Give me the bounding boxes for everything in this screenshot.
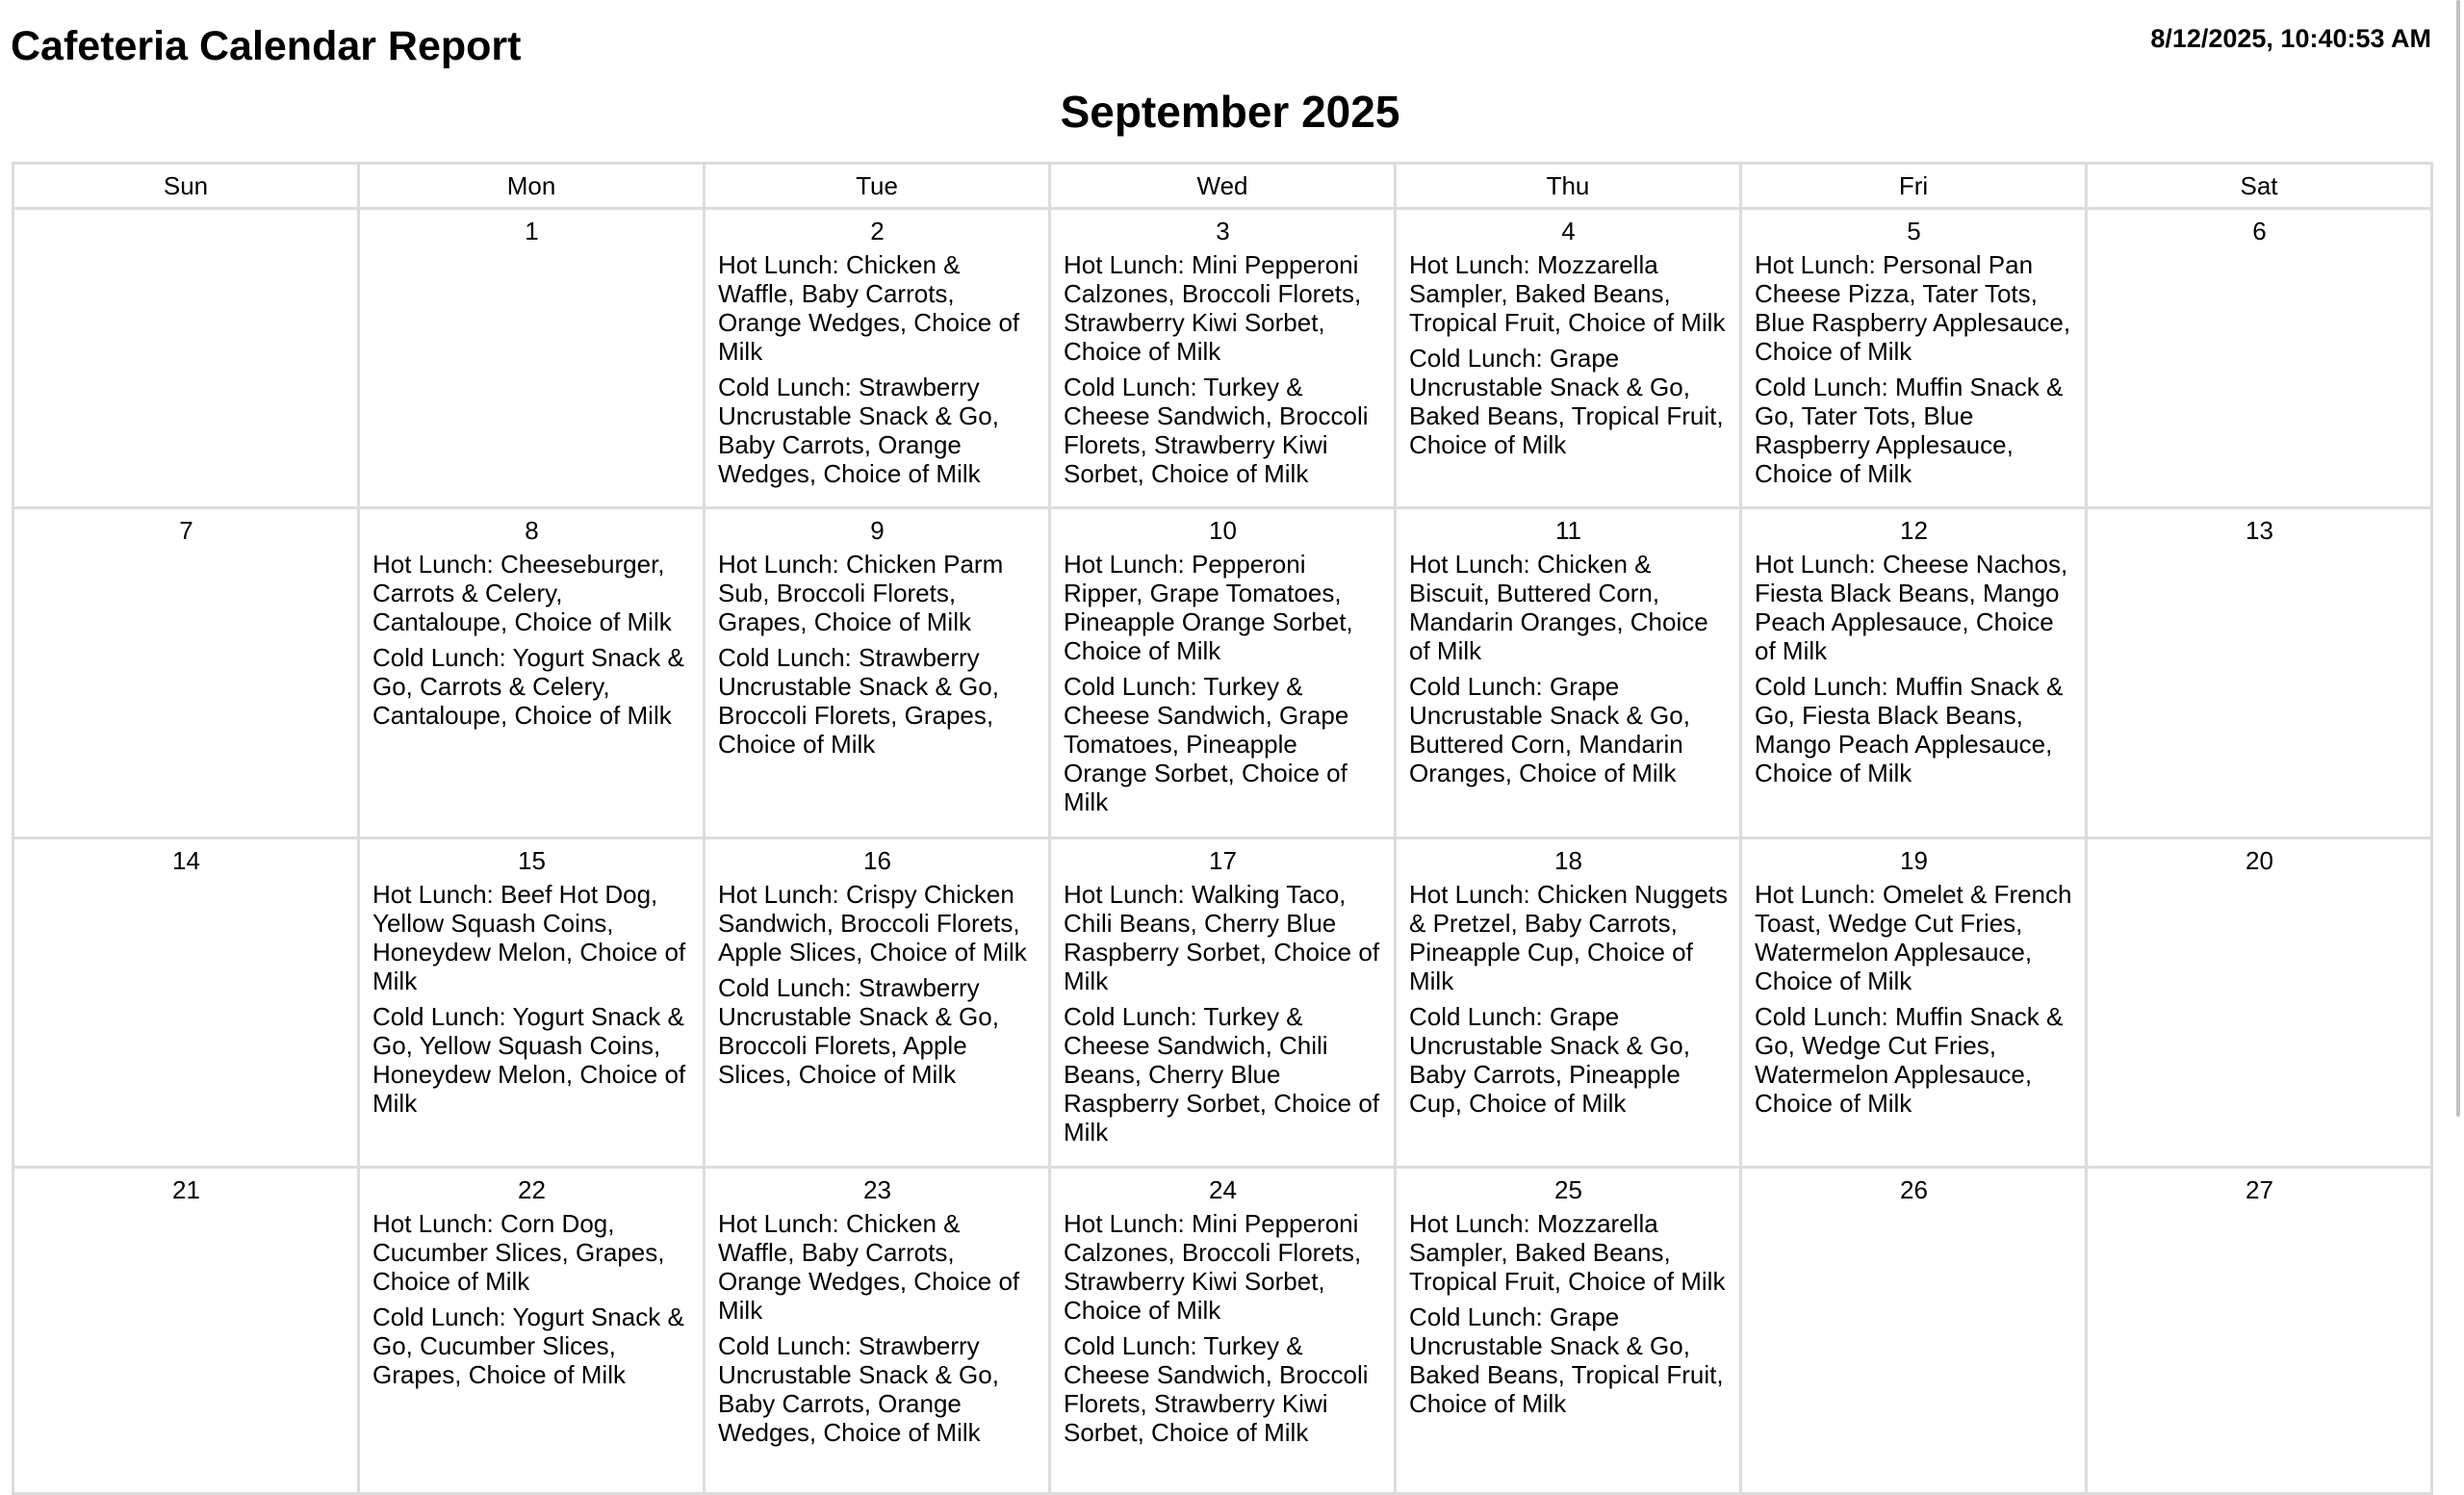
day-cell bbox=[1050, 209, 1396, 508]
weekday-header-mon: Mon bbox=[359, 164, 705, 209]
day-number: 26 bbox=[1900, 1175, 1928, 1204]
week-row bbox=[13, 508, 2432, 838]
cold-lunch-menu: Cold Lunch: Turkey & Cheese Sandwich, Broccoli Florets, Strawberry Kiwi Sorbet, Choice of Milk bbox=[1064, 1331, 1369, 1447]
day-cell bbox=[1741, 1168, 2087, 1494]
day-number: 6 bbox=[2252, 217, 2267, 245]
cold-lunch-menu: Cold Lunch: Yogurt Snack & Go, Cucumber Slices, Grapes, Choice of Milk bbox=[372, 1302, 684, 1389]
hot-lunch-menu: Hot Lunch: Mini Pepperoni Calzones, Broccoli Florets, Strawberry Kiwi Sorbet, Choice of Milk bbox=[1064, 1209, 1362, 1325]
day-number: 1 bbox=[525, 217, 539, 245]
day-number: 4 bbox=[1561, 217, 1576, 245]
day-number: 8 bbox=[525, 516, 539, 545]
day-number: 21 bbox=[172, 1175, 200, 1204]
cold-lunch-menu: Cold Lunch: Grape Uncrustable Snack & Go, Baked Beans, Tropical Fruit, Choice of Milk bbox=[1409, 344, 1724, 459]
day-cell bbox=[13, 508, 359, 838]
hot-lunch-menu: Hot Lunch: Mozzarella Sampler, Baked Beans, Tropical Fruit, Choice of Milk bbox=[1409, 1209, 1726, 1296]
day-cell bbox=[1050, 1168, 1396, 1494]
hot-lunch-menu: Hot Lunch: Chicken Parm Sub, Broccoli Florets, Grapes, Choice of Milk bbox=[718, 550, 1004, 636]
cold-lunch-menu: Cold Lunch: Strawberry Uncrustable Snack & Go, Broccoli Florets, Apple Slices, Choice of Milk bbox=[718, 973, 999, 1089]
hot-lunch-menu: Hot Lunch: Walking Taco, Chili Beans, Cherry Blue Raspberry Sorbet, Choice of Milk bbox=[1064, 880, 1380, 995]
day-number: 20 bbox=[2246, 846, 2273, 875]
day-number: 23 bbox=[863, 1175, 891, 1204]
day-cell bbox=[359, 508, 705, 838]
cold-lunch-menu: Cold Lunch: Muffin Snack & Go, Tater Tots, Blue Raspberry Applesauce, Choice of Milk bbox=[1755, 373, 2064, 488]
cold-lunch-menu: Cold Lunch: Turkey & Cheese Sandwich, Chili Beans, Cherry Blue Raspberry Sorbet, Choice of Milk bbox=[1064, 1002, 1380, 1147]
day-cell bbox=[705, 209, 1050, 508]
day-number: 2 bbox=[870, 217, 885, 245]
report-title: Cafeteria Calendar Report bbox=[11, 23, 522, 69]
day-number: 27 bbox=[2246, 1175, 2273, 1204]
day-cell bbox=[1741, 838, 2087, 1168]
weekday-header-row bbox=[13, 164, 2432, 209]
month-title: September 2025 bbox=[1060, 87, 1400, 137]
day-number: 18 bbox=[1554, 846, 1582, 875]
day-cell bbox=[1396, 209, 1741, 508]
day-cell bbox=[1396, 838, 1741, 1168]
hot-lunch-menu: Hot Lunch: Pepperoni Ripper, Grape Tomatoes, Pineapple Orange Sorbet, Choice of Milk bbox=[1064, 550, 1353, 665]
day-number: 3 bbox=[1216, 217, 1230, 245]
day-cell bbox=[1050, 838, 1396, 1168]
day-cell bbox=[359, 1168, 705, 1494]
calendar-body bbox=[13, 209, 2432, 1494]
cold-lunch-menu: Cold Lunch: Yogurt Snack & Go, Carrots & Celery, Cantaloupe, Choice of Milk bbox=[372, 643, 684, 730]
weekday-header-thu: Thu bbox=[1396, 164, 1741, 209]
hot-lunch-menu: Hot Lunch: Cheeseburger, Carrots & Celery, Cantaloupe, Choice of Milk bbox=[372, 550, 672, 636]
hot-lunch-menu: Hot Lunch: Cheese Nachos, Fiesta Black Beans, Mango Peach Applesauce, Choice of Milk bbox=[1755, 550, 2068, 665]
hot-lunch-menu: Hot Lunch: Chicken & Waffle, Baby Carrots, Orange Wedges, Choice of Milk bbox=[718, 1209, 1020, 1325]
day-number: 11 bbox=[1555, 516, 1581, 545]
day-cell bbox=[13, 209, 359, 508]
vertical-scrollbar[interactable] bbox=[2456, 0, 2460, 1117]
day-number: 17 bbox=[1209, 846, 1237, 875]
day-cell bbox=[1396, 1168, 1741, 1494]
day-number: 22 bbox=[518, 1175, 546, 1204]
day-cell bbox=[2087, 1168, 2432, 1494]
day-number: 16 bbox=[863, 846, 891, 875]
day-cell bbox=[13, 838, 359, 1168]
hot-lunch-menu: Hot Lunch: Corn Dog, Cucumber Slices, Grapes, Choice of Milk bbox=[372, 1209, 665, 1296]
weekday-header-sat: Sat bbox=[2087, 164, 2432, 209]
day-number: 7 bbox=[179, 516, 193, 545]
cold-lunch-menu: Cold Lunch: Grape Uncrustable Snack & Go, Baked Beans, Tropical Fruit, Choice of Milk bbox=[1409, 1302, 1724, 1418]
hot-lunch-menu: Hot Lunch: Chicken Nuggets & Pretzel, Baby Carrots, Pineapple Cup, Choice of Milk bbox=[1409, 880, 1728, 995]
day-number: 14 bbox=[172, 846, 200, 875]
day-cell bbox=[13, 1168, 359, 1494]
day-number: 5 bbox=[1907, 217, 1921, 245]
day-number: 19 bbox=[1900, 846, 1928, 875]
day-cell bbox=[359, 209, 705, 508]
calendar-grid bbox=[12, 162, 2433, 1495]
week-row bbox=[13, 838, 2432, 1168]
day-cell bbox=[2087, 838, 2432, 1168]
hot-lunch-menu: Hot Lunch: Beef Hot Dog, Yellow Squash Coins, Honeydew Melon, Choice of Milk bbox=[372, 880, 686, 995]
day-number: 24 bbox=[1209, 1175, 1237, 1204]
day-cell bbox=[1741, 209, 2087, 508]
day-cell bbox=[1396, 508, 1741, 838]
hot-lunch-menu: Hot Lunch: Crispy Chicken Sandwich, Broccoli Florets, Apple Slices, Choice of Milk bbox=[718, 880, 1027, 967]
cold-lunch-menu: Cold Lunch: Turkey & Cheese Sandwich, Broccoli Florets, Strawberry Kiwi Sorbet, Choice of Milk bbox=[1064, 373, 1369, 488]
weekday-header-tue: Tue bbox=[705, 164, 1050, 209]
report-timestamp: 8/12/2025, 10:40:53 AM bbox=[2150, 24, 2431, 53]
day-cell bbox=[705, 1168, 1050, 1494]
day-cell bbox=[359, 838, 705, 1168]
week-row bbox=[13, 209, 2432, 508]
cold-lunch-menu: Cold Lunch: Strawberry Uncrustable Snack & Go, Baby Carrots, Orange Wedges, Choice of Milk bbox=[718, 1331, 999, 1447]
day-number: 15 bbox=[518, 846, 546, 875]
cold-lunch-menu: Cold Lunch: Strawberry Uncrustable Snack & Go, Broccoli Florets, Grapes, Choice of Milk bbox=[718, 643, 999, 759]
weekday-header-fri: Fri bbox=[1741, 164, 2087, 209]
cold-lunch-menu: Cold Lunch: Grape Uncrustable Snack & Go, Buttered Corn, Mandarin Oranges, Choice of Milk bbox=[1409, 672, 1690, 787]
day-number: 12 bbox=[1900, 516, 1928, 545]
day-number: 10 bbox=[1209, 516, 1237, 545]
day-cell bbox=[1050, 508, 1396, 838]
hot-lunch-menu: Hot Lunch: Omelet & French Toast, Wedge Cut Fries, Watermelon Applesauce, Choice of Milk bbox=[1755, 880, 2072, 995]
cold-lunch-menu: Cold Lunch: Strawberry Uncrustable Snack & Go, Baby Carrots, Orange Wedges, Choice of Milk bbox=[718, 373, 999, 488]
cold-lunch-menu: Cold Lunch: Yogurt Snack & Go, Yellow Squash Coins, Honeydew Melon, Choice of Milk bbox=[372, 1002, 686, 1118]
weekday-header-sun: Sun bbox=[13, 164, 359, 209]
day-number: 9 bbox=[870, 516, 885, 545]
hot-lunch-menu: Hot Lunch: Chicken & Biscuit, Buttered Corn, Mandarin Oranges, Choice of Milk bbox=[1409, 550, 1708, 665]
cold-lunch-menu: Cold Lunch: Muffin Snack & Go, Wedge Cut Fries, Watermelon Applesauce, Choice of Milk bbox=[1755, 1002, 2064, 1118]
cold-lunch-menu: Cold Lunch: Muffin Snack & Go, Fiesta Black Beans, Mango Peach Applesauce, Choice of Milk bbox=[1755, 672, 2064, 787]
hot-lunch-menu: Hot Lunch: Chicken & Waffle, Baby Carrots, Orange Wedges, Choice of Milk bbox=[718, 250, 1020, 366]
day-cell bbox=[705, 508, 1050, 838]
week-row bbox=[13, 1168, 2432, 1494]
cold-lunch-menu: Cold Lunch: Turkey & Cheese Sandwich, Grape Tomatoes, Pineapple Orange Sorbet, Choice of Milk bbox=[1064, 672, 1349, 816]
day-number: 13 bbox=[2246, 516, 2273, 545]
cold-lunch-menu: Cold Lunch: Grape Uncrustable Snack & Go, Baby Carrots, Pineapple Cup, Choice of Milk bbox=[1409, 1002, 1690, 1118]
day-cell bbox=[2087, 508, 2432, 838]
day-cell bbox=[1741, 508, 2087, 838]
hot-lunch-menu: Hot Lunch: Mini Pepperoni Calzones, Broccoli Florets, Strawberry Kiwi Sorbet, Choice of Milk bbox=[1064, 250, 1362, 366]
hot-lunch-menu: Hot Lunch: Mozzarella Sampler, Baked Beans, Tropical Fruit, Choice of Milk bbox=[1409, 250, 1726, 337]
day-number: 25 bbox=[1554, 1175, 1582, 1204]
day-cell bbox=[2087, 209, 2432, 508]
day-cell bbox=[705, 838, 1050, 1168]
hot-lunch-menu: Hot Lunch: Personal Pan Cheese Pizza, Tater Tots, Blue Raspberry Applesauce, Choice of Milk bbox=[1755, 250, 2071, 366]
weekday-header-wed: Wed bbox=[1050, 164, 1396, 209]
